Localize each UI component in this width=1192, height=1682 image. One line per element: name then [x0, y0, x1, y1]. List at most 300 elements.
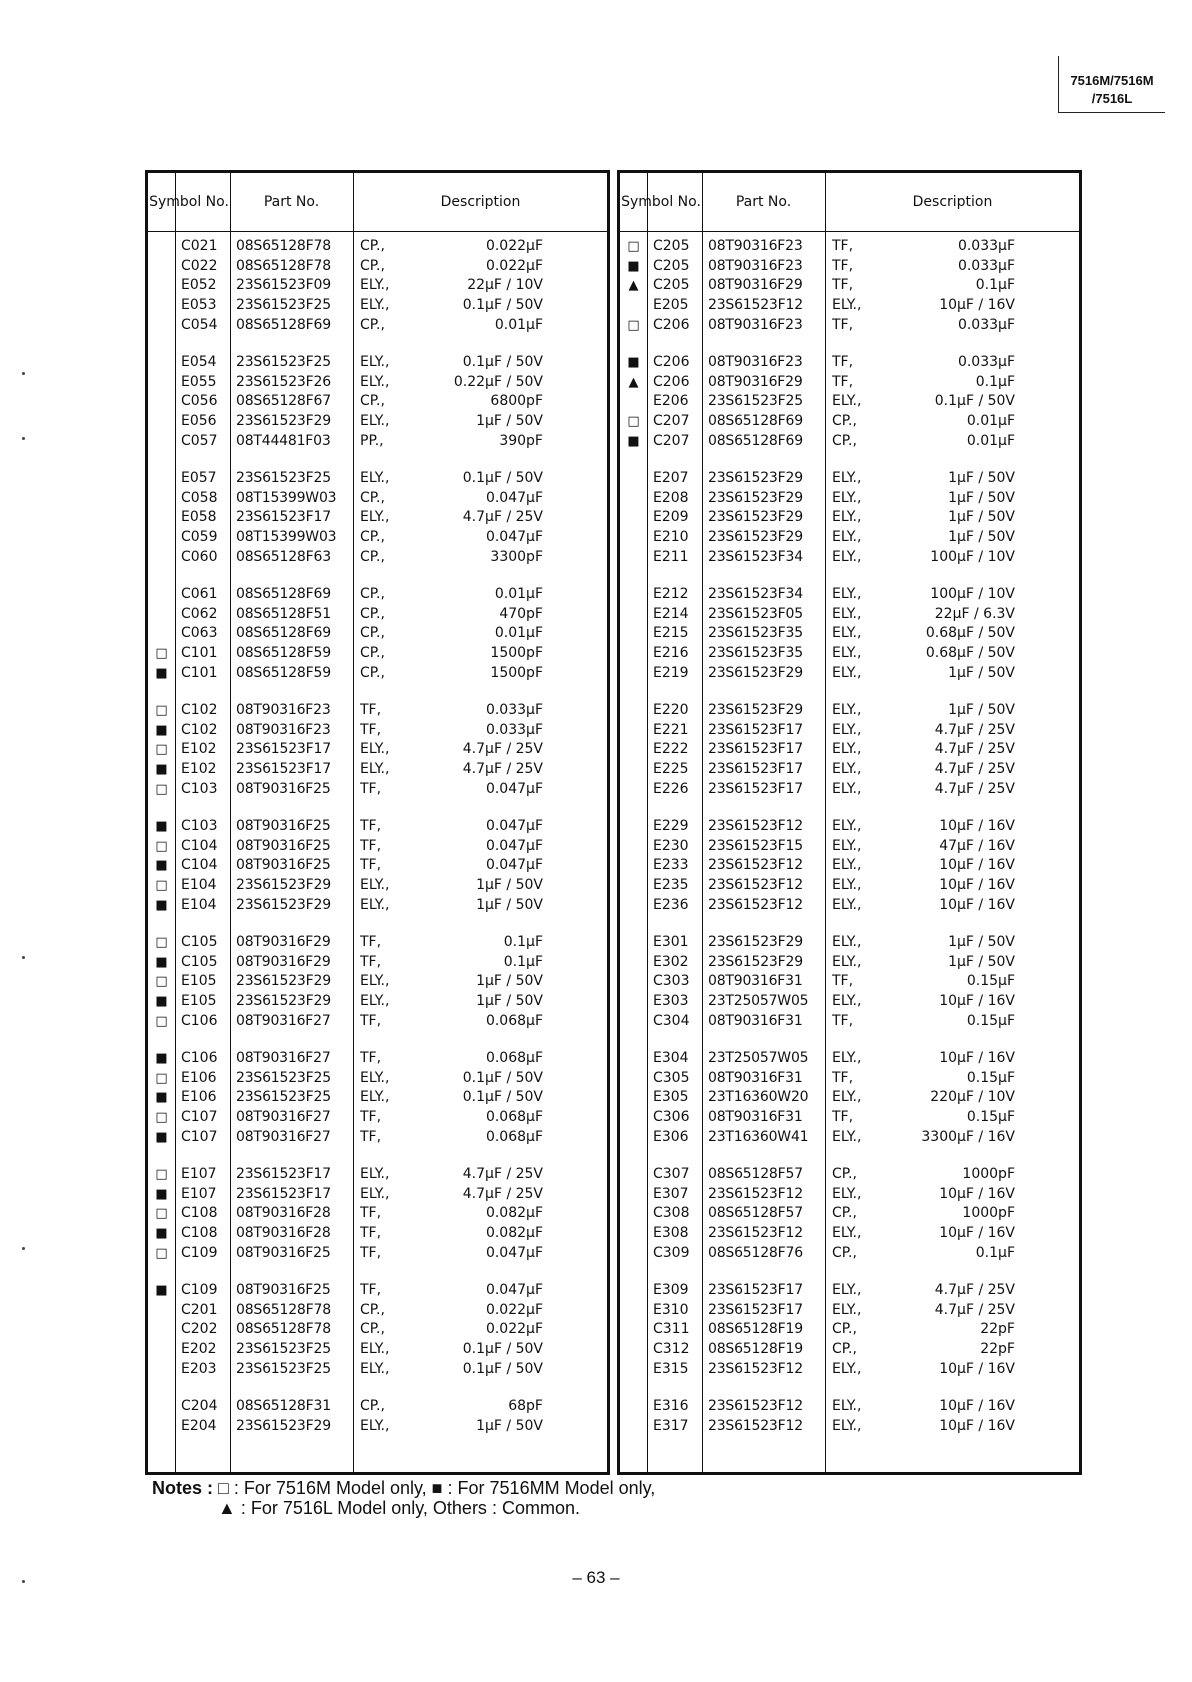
table-row — [620, 469, 1079, 489]
symbol-no: C305 — [653, 1069, 690, 1086]
part-value: 0.1μF / 50V — [462, 354, 543, 370]
part-value: 470pF — [499, 605, 543, 622]
table-row — [148, 489, 607, 509]
part-type: ELY., — [832, 1360, 862, 1377]
part-value: 0.022μF — [485, 238, 543, 254]
table-row — [620, 548, 1079, 568]
part-value: 0.033μF — [485, 702, 543, 718]
part-type: TF, — [360, 953, 382, 970]
table-row — [148, 296, 607, 316]
part-no: 23S61523F17 — [236, 741, 331, 758]
part-value: 4.7μF / 25V — [934, 741, 1015, 758]
part-no: 23S61523F25 — [236, 354, 331, 370]
part-no: 08T90316F27 — [236, 1012, 331, 1029]
part-value: 0.033μF — [957, 238, 1015, 254]
part-no: 23S61523F29 — [708, 509, 803, 526]
part-value: 1μF / 50V — [476, 993, 543, 1010]
model-mark: □ — [155, 1070, 168, 1086]
table-row — [148, 548, 607, 568]
part-type: ELY., — [832, 761, 862, 778]
part-type: CP., — [360, 393, 385, 410]
part-no: 08S65128F69 — [708, 413, 803, 430]
symbol-no: C206 — [653, 316, 690, 333]
part-type: CP., — [360, 257, 385, 274]
part-no: 08T90316F25 — [236, 837, 331, 854]
model-mark: □ — [155, 646, 168, 662]
part-type: TF, — [360, 857, 382, 874]
part-no: 08T90316F29 — [708, 277, 803, 294]
part-no: 08S65128F69 — [236, 625, 331, 642]
part-type: ELY., — [360, 1360, 390, 1377]
symbol-no: E055 — [181, 373, 217, 390]
part-no: 23S61523F29 — [708, 664, 803, 681]
notes-label: Notes : — [152, 1478, 214, 1498]
part-type: ELY., — [832, 721, 862, 738]
part-value: 1μF / 50V — [948, 509, 1015, 526]
part-no: 08S65128F78 — [236, 238, 331, 254]
model-mark: □ — [155, 935, 168, 950]
part-no: 08T90316F23 — [708, 238, 803, 254]
part-no: 08S65128F59 — [236, 664, 331, 681]
part-value: 0.033μF — [957, 316, 1015, 333]
part-value: 0.033μF — [485, 721, 543, 738]
part-no: 08S65128F76 — [708, 1244, 803, 1261]
table-row — [620, 276, 1079, 296]
symbol-no: E235 — [653, 877, 689, 894]
model-mark: ■ — [627, 258, 640, 274]
part-value: 22μF / 6.3V — [934, 605, 1015, 622]
symbol-no: C063 — [181, 625, 218, 642]
symbol-no: E225 — [653, 761, 689, 778]
symbol-no: C056 — [181, 393, 218, 410]
part-type: TF, — [360, 1109, 382, 1126]
part-value: 0.1μF / 50V — [462, 297, 543, 314]
part-value: 1μF / 50V — [476, 896, 543, 913]
table-row — [148, 1301, 607, 1321]
part-no: 23S61523F25 — [236, 1069, 331, 1086]
part-no: 08S65128F19 — [708, 1341, 803, 1358]
part-type: ELY., — [832, 664, 862, 681]
table-row — [148, 1108, 607, 1128]
symbol-no: C207 — [653, 432, 690, 449]
symbol-no: E220 — [653, 702, 689, 718]
part-type: ELY., — [360, 470, 390, 486]
symbol-no: C311 — [653, 1321, 690, 1338]
part-type: ELY., — [360, 896, 390, 913]
part-no: 08T90316F27 — [236, 1128, 331, 1145]
part-type: CP., — [832, 1321, 857, 1338]
table-row — [148, 780, 607, 800]
symbol-no: E304 — [653, 1050, 689, 1066]
part-type: CP., — [360, 1301, 385, 1318]
part-value: 0.047μF — [485, 818, 543, 834]
part-type: CP., — [360, 605, 385, 622]
part-value: 0.047μF — [485, 857, 543, 874]
table-row — [148, 760, 607, 780]
part-no: 08S65128F19 — [708, 1321, 803, 1338]
symbol-no: E107 — [181, 1185, 217, 1202]
part-no: 23T25057W05 — [708, 1050, 809, 1066]
part-value: 4.7μF / 25V — [934, 1282, 1015, 1298]
part-value: 0.1μF — [975, 373, 1015, 390]
table-row — [620, 1108, 1079, 1128]
part-type: TF, — [360, 1282, 382, 1298]
header-symbol: Symbol No. — [621, 194, 701, 210]
part-type: TF, — [832, 373, 854, 390]
table-row — [148, 605, 607, 625]
symbol-no: C202 — [181, 1321, 218, 1338]
table-row — [148, 257, 607, 277]
part-no: 08T15399W03 — [236, 489, 337, 506]
symbol-no: E303 — [653, 993, 689, 1010]
part-value: 1μF / 50V — [948, 470, 1015, 486]
symbol-no: C109 — [181, 1244, 218, 1261]
part-no: 23S61523F17 — [708, 761, 803, 778]
symbol-no: C060 — [181, 548, 218, 565]
table-row — [620, 760, 1079, 780]
symbol-no: E302 — [653, 953, 689, 970]
part-type: ELY., — [832, 741, 862, 758]
table-row — [620, 896, 1079, 916]
part-value: 0.1μF / 50V — [934, 393, 1015, 410]
model-mark: ■ — [155, 722, 168, 738]
model-mark: □ — [155, 742, 168, 758]
part-no: 08S65128F63 — [236, 548, 331, 565]
part-value: 0.047μF — [485, 1244, 543, 1261]
symbol-no: E057 — [181, 470, 217, 486]
symbol-no: E107 — [181, 1166, 217, 1182]
part-no: 23S61523F25 — [236, 1341, 331, 1358]
part-value: 4.7μF / 25V — [462, 761, 543, 778]
symbol-no: E236 — [653, 896, 689, 913]
part-value: 0.01μF — [494, 625, 543, 642]
table-row — [148, 817, 607, 837]
part-type: ELY., — [832, 1128, 862, 1145]
table-row — [620, 1185, 1079, 1205]
part-no: 08T90316F23 — [708, 316, 803, 333]
model-mark: ▲ — [628, 278, 639, 294]
notes — [152, 1478, 655, 1518]
part-type: CP., — [360, 664, 385, 681]
part-type: TF, — [832, 1069, 854, 1086]
part-no: 23S61523F17 — [236, 509, 331, 526]
part-no: 08T90316F31 — [708, 1069, 803, 1086]
symbol-no: E230 — [653, 837, 689, 854]
symbol-no: C303 — [653, 973, 690, 990]
part-value: 0.047μF — [485, 1282, 543, 1298]
table-row — [148, 740, 607, 760]
part-value: 10μF / 16V — [939, 1050, 1015, 1066]
part-no: 23S61523F25 — [236, 1360, 331, 1377]
part-type: ELY., — [832, 837, 862, 854]
table-row — [148, 353, 607, 373]
symbol-no: C308 — [653, 1205, 690, 1222]
part-no: 23S61523F12 — [708, 1398, 803, 1414]
table-row — [148, 1165, 607, 1185]
table-row — [148, 1417, 607, 1437]
part-value: 0.15μF — [966, 1069, 1015, 1086]
part-type: ELY., — [832, 548, 862, 565]
symbol-no: C103 — [181, 780, 218, 797]
part-no: 23S61523F29 — [708, 470, 803, 486]
part-no: 23S61523F25 — [708, 393, 803, 410]
part-type: CP., — [832, 1205, 857, 1222]
part-no: 08S65128F59 — [236, 645, 331, 662]
table-row — [148, 1397, 607, 1417]
table-row — [148, 992, 607, 1012]
part-type: CP., — [832, 1244, 857, 1261]
part-value: 0.1μF / 50V — [462, 1089, 543, 1106]
part-value: 0.033μF — [957, 354, 1015, 370]
table-row — [148, 1360, 607, 1380]
part-value: 22pF — [980, 1321, 1015, 1338]
part-value: 10μF / 16V — [939, 297, 1015, 314]
part-value: 1500pF — [490, 645, 543, 662]
part-no: 23S61523F29 — [708, 934, 803, 950]
table-row — [148, 1088, 607, 1108]
part-no: 23S61523F17 — [708, 1301, 803, 1318]
part-value: 22pF — [980, 1341, 1015, 1358]
part-no: 08T90316F25 — [236, 1244, 331, 1261]
part-no: 23S61523F12 — [708, 1360, 803, 1377]
notes-line1: □ : For 7516M Model only, ■ : For 7516MM Model only, — [218, 1478, 656, 1498]
symbol-no: E206 — [653, 393, 689, 410]
part-value: 100μF / 10V — [930, 586, 1015, 602]
symbol-no: C204 — [181, 1398, 218, 1414]
model-mark: ■ — [627, 433, 640, 449]
part-value: 0.068μF — [485, 1050, 543, 1066]
symbol-no: E308 — [653, 1225, 689, 1242]
part-type: CP., — [360, 645, 385, 662]
part-value: 0.022μF — [485, 1301, 543, 1318]
part-type: CP., — [360, 625, 385, 642]
part-type: ELY., — [832, 297, 862, 314]
table-row — [620, 237, 1079, 257]
part-value: 1μF / 50V — [948, 489, 1015, 506]
table-row — [620, 257, 1079, 277]
part-value: 0.1μF — [503, 953, 543, 970]
part-value: 1μF / 50V — [948, 702, 1015, 718]
part-type: TF, — [360, 1012, 382, 1029]
part-type: TF, — [360, 837, 382, 854]
part-type: TF, — [832, 257, 854, 274]
part-no: 08T90316F31 — [708, 1109, 803, 1126]
table-row — [620, 392, 1079, 412]
part-value: 0.068μF — [485, 1012, 543, 1029]
table-row — [148, 392, 607, 412]
part-value: 0.033μF — [957, 257, 1015, 274]
symbol-no: C101 — [181, 645, 218, 662]
table-row — [620, 933, 1079, 953]
part-type: ELY., — [832, 1089, 862, 1106]
model-mark: ■ — [155, 665, 168, 681]
part-no: 23S61523F34 — [708, 586, 803, 602]
part-type: CP., — [832, 413, 857, 430]
table-row — [148, 508, 607, 528]
symbol-no: E052 — [181, 277, 217, 294]
part-value: 0.047μF — [485, 780, 543, 797]
part-type: ELY., — [832, 934, 862, 950]
part-value: 1μF / 50V — [476, 973, 543, 990]
table-row — [620, 1049, 1079, 1069]
model-mark: □ — [155, 1167, 168, 1182]
symbol-no: C307 — [653, 1166, 690, 1182]
symbol-no: C102 — [181, 702, 218, 718]
part-no: 08S65128F78 — [236, 1301, 331, 1318]
part-type: CP., — [360, 238, 385, 254]
model-mark: □ — [155, 1110, 168, 1126]
table-row — [148, 953, 607, 973]
part-value: 68pF — [508, 1398, 543, 1414]
table-row — [148, 1320, 607, 1340]
part-value: 3300pF — [490, 548, 543, 565]
part-type: ELY., — [360, 1341, 390, 1358]
table-row — [620, 972, 1079, 992]
part-no: 23S61523F26 — [236, 373, 331, 390]
symbol-no: E058 — [181, 509, 217, 526]
table-row — [620, 353, 1079, 373]
part-type: TF, — [360, 1050, 382, 1066]
table-row — [620, 1244, 1079, 1264]
part-no: 08S65128F57 — [708, 1166, 803, 1182]
part-no: 08T90316F23 — [236, 702, 331, 718]
model-mark: ■ — [155, 1129, 168, 1145]
part-type: ELY., — [832, 953, 862, 970]
symbol-no: C105 — [181, 934, 218, 950]
part-type: ELY., — [832, 877, 862, 894]
symbol-no: E306 — [653, 1128, 689, 1145]
part-type: ELY., — [832, 586, 862, 602]
table-row — [148, 876, 607, 896]
model-mark: □ — [155, 878, 168, 894]
symbol-no: C058 — [181, 489, 218, 506]
part-type: ELY., — [832, 489, 862, 506]
header-part: Part No. — [735, 194, 792, 210]
part-value: 0.1μF — [975, 277, 1015, 294]
symbol-no: C107 — [181, 1128, 218, 1145]
part-value: 47μF / 16V — [939, 837, 1015, 854]
part-value: 10μF / 16V — [939, 993, 1015, 1010]
symbol-no: C021 — [181, 238, 218, 254]
part-value: 0.082μF — [485, 1205, 543, 1222]
symbol-no: C207 — [653, 413, 690, 430]
model-label-line2: /7516L — [1091, 91, 1133, 106]
table-row — [620, 508, 1079, 528]
part-type: ELY., — [832, 896, 862, 913]
table-row — [148, 896, 607, 916]
symbol-no: C107 — [181, 1109, 218, 1126]
part-value: 0.1μF — [503, 934, 543, 950]
part-value: 0.1μF / 50V — [462, 1069, 543, 1086]
part-no: 08T90316F25 — [236, 857, 331, 874]
table-row — [620, 992, 1079, 1012]
part-value: 0.082μF — [485, 1225, 543, 1242]
table-row — [620, 876, 1079, 896]
part-type: TF, — [832, 277, 854, 294]
part-value: 0.047μF — [485, 529, 543, 546]
table-row — [148, 1204, 607, 1224]
part-value: 0.01μF — [966, 413, 1015, 430]
part-type: ELY., — [360, 373, 390, 390]
model-mark: ■ — [155, 762, 168, 778]
part-no: 23S61523F12 — [708, 857, 803, 874]
part-no: 23S61523F17 — [708, 741, 803, 758]
part-type: ELY., — [832, 1225, 862, 1242]
table-row — [620, 316, 1079, 336]
symbol-no: C054 — [181, 316, 218, 333]
model-mark: ■ — [155, 897, 168, 913]
part-type: TF, — [360, 1128, 382, 1145]
table-row — [148, 721, 607, 741]
part-type: TF, — [360, 702, 382, 718]
part-type: CP., — [832, 1166, 857, 1182]
table-row — [148, 1340, 607, 1360]
part-no: 08T90316F23 — [236, 721, 331, 738]
part-value: 1000pF — [962, 1166, 1015, 1182]
header-description: Description — [440, 194, 521, 210]
table-row — [620, 296, 1079, 316]
table-row — [148, 933, 607, 953]
part-value: 0.01μF — [966, 432, 1015, 449]
symbol-no: E105 — [181, 973, 217, 990]
part-no: 23T16360W20 — [708, 1089, 809, 1106]
symbol-no: E208 — [653, 489, 689, 506]
header-description: Description — [912, 194, 993, 210]
symbol-no: E215 — [653, 625, 689, 642]
part-type: ELY., — [360, 277, 390, 294]
table-row — [148, 276, 607, 296]
table-row — [148, 237, 607, 257]
table-row — [148, 972, 607, 992]
part-no: 08T90316F25 — [236, 1282, 331, 1298]
part-no: 23S61523F17 — [708, 780, 803, 797]
part-type: ELY., — [832, 393, 862, 410]
table-row — [620, 528, 1079, 548]
model-mark: □ — [627, 414, 640, 430]
page-number: – 63 – — [572, 1568, 620, 1587]
part-value: 0.68μF / 50V — [925, 645, 1015, 662]
part-no: 23S61523F29 — [236, 993, 331, 1010]
table-row — [148, 1069, 607, 1089]
part-value: 10μF / 16V — [939, 1225, 1015, 1242]
part-value: 0.68μF / 50V — [925, 625, 1015, 642]
part-no: 08T90316F27 — [236, 1050, 331, 1066]
notes-line2: ▲ : For 7516L Model only, Others : Common. — [218, 1498, 580, 1518]
part-value: 0.068μF — [485, 1109, 543, 1126]
part-type: ELY., — [832, 993, 862, 1010]
parts-table-right — [617, 170, 1082, 1475]
part-no: 08T90316F23 — [708, 257, 803, 274]
part-value: 1500pF — [490, 664, 543, 681]
part-value: 1000pF — [962, 1205, 1015, 1222]
table-row — [148, 1281, 607, 1301]
table-row — [148, 837, 607, 857]
symbol-no: E204 — [181, 1417, 217, 1434]
part-no: 23S61523F29 — [236, 973, 331, 990]
part-type: TF, — [360, 1225, 382, 1242]
table-row — [148, 316, 607, 336]
part-value: 4.7μF / 25V — [934, 780, 1015, 797]
table-row — [620, 1397, 1079, 1417]
part-value: 100μF / 10V — [930, 548, 1015, 565]
part-no: 23S61523F17 — [708, 721, 803, 738]
table-row — [620, 1417, 1079, 1437]
symbol-no: E315 — [653, 1360, 689, 1377]
part-value: 0.1μF — [975, 1244, 1015, 1261]
part-type: TF, — [360, 1205, 382, 1222]
part-no: 23S61523F09 — [236, 277, 331, 294]
symbol-no: E226 — [653, 780, 689, 797]
